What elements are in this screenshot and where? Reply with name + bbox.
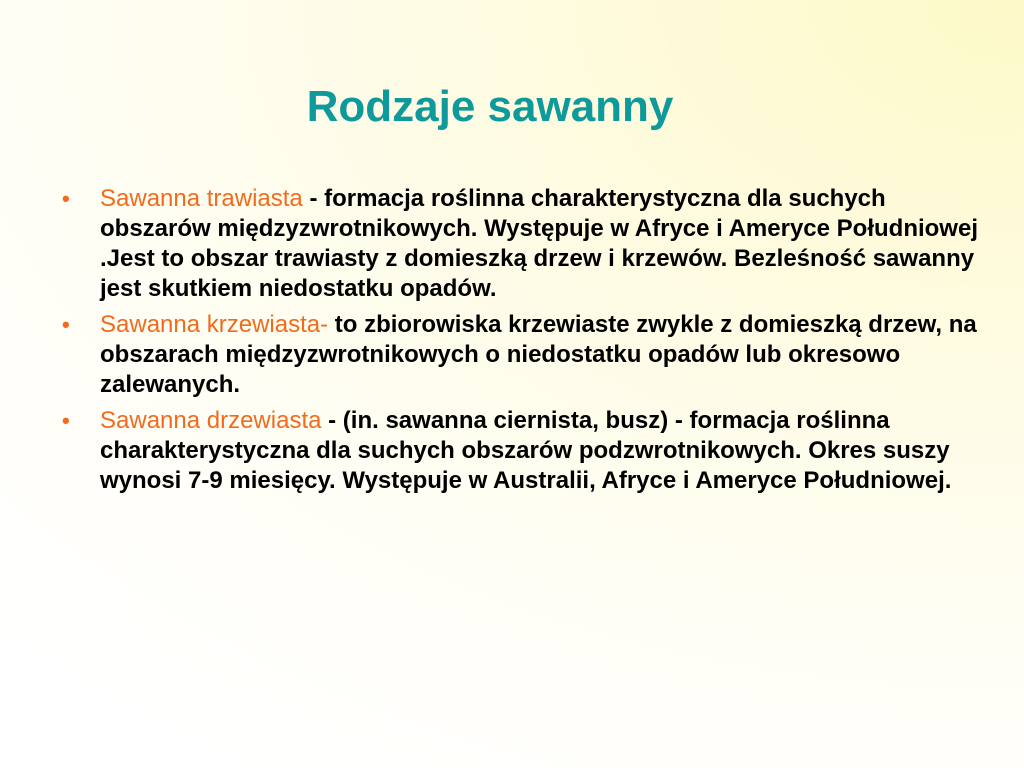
bullet-item-sawanna-krzewiasta — [60, 310, 980, 400]
bullet-term: Sawanna trawiasta — [100, 185, 303, 212]
bullet-dot-icon: • — [62, 408, 70, 433]
bullet-item-sawanna-trawiasta — [60, 184, 980, 304]
bullet-text: - (in. sawanna ciernista, busz) - formacja roślinna charakterystyczna dla suchych obszarów podzwrotnikowych. Okres suszy wynosi 7-9 miesięcy. Występuje w Australii, Afryce i Ameryce Południowej. — [100, 407, 952, 494]
slide-title: Rodzaje sawanny — [306, 82, 674, 131]
bullet-term: Sawanna krzewiasta- — [100, 311, 329, 338]
bullet-dot-icon: • — [62, 186, 70, 211]
bullet-text: to zbiorowiska krzewiaste zwykle z domieszką drzew, na obszarach międzyzwrotnikowych o niedostatku opadów lub okresowo zalewanych. — [100, 311, 977, 398]
bullet-term: Sawanna drzewiasta — [100, 407, 322, 434]
bullet-dot-icon: • — [62, 312, 70, 337]
bullet-list — [60, 184, 980, 502]
bullet-item-sawanna-drzewiasta — [60, 406, 980, 496]
bullet-text: - formacja roślinna charakterystyczna dla suchych obszarów międzyzwrotnikowych. Występuje w Afryce i Ameryce Południowej .Jest to obszar trawiasty z domieszką drzew i krzewów. Bezleśność sawanny jest skutkiem niedostatku opadów. — [100, 185, 978, 302]
